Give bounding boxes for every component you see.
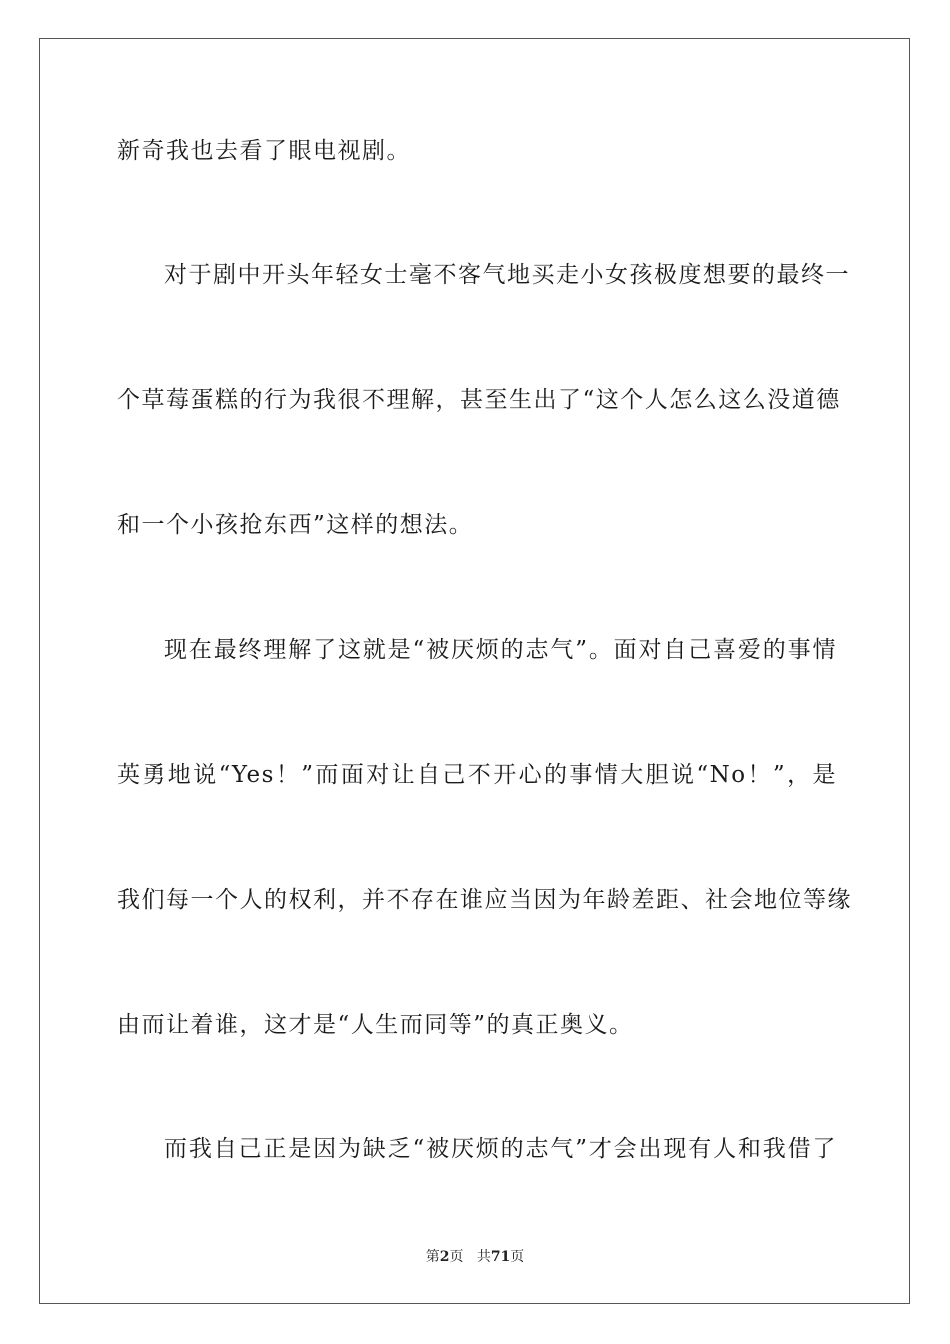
paragraph-line: 我们每一个人的权利，并不存在谁应当因为年龄差距、社会地位等缘 bbox=[117, 887, 852, 913]
page-footer bbox=[0, 1248, 950, 1266]
total-page-count: 71 bbox=[490, 1249, 511, 1265]
footer-total-prefix: 共 bbox=[476, 1249, 491, 1265]
paragraph-line: 个草莓蛋糕的行为我很不理解，甚至生出了“这个人怎么这么没道德 bbox=[117, 387, 841, 413]
footer-page-suffix: 页 bbox=[449, 1249, 464, 1265]
current-page-number: 2 bbox=[439, 1249, 450, 1265]
paragraph-line: 对于剧中开头年轻女士毫不客气地买走小女孩极度想要的最终一 bbox=[164, 262, 850, 288]
paragraph-line: 由而让着谁，这才是“人生而同等”的真正奥义。 bbox=[117, 1012, 634, 1038]
paragraph-line: 现在最终理解了这就是“被厌烦的志气”。面对自己喜爱的事情 bbox=[164, 637, 837, 663]
paragraph-line: 和一个小孩抢东西”这样的想法。 bbox=[117, 512, 474, 538]
paragraph-line: 新奇我也去看了眼电视剧。 bbox=[117, 138, 411, 164]
page-border bbox=[39, 38, 910, 1304]
footer-total-suffix: 页 bbox=[510, 1249, 525, 1265]
paragraph-line: 而我自己正是因为缺乏“被厌烦的志气”才会出现有人和我借了 bbox=[164, 1136, 837, 1162]
paragraph-line: 英勇地说“Yes！”而面对让自己不开心的事情大胆说“No！”，是 bbox=[117, 762, 837, 788]
footer-prefix: 第 bbox=[425, 1249, 440, 1265]
